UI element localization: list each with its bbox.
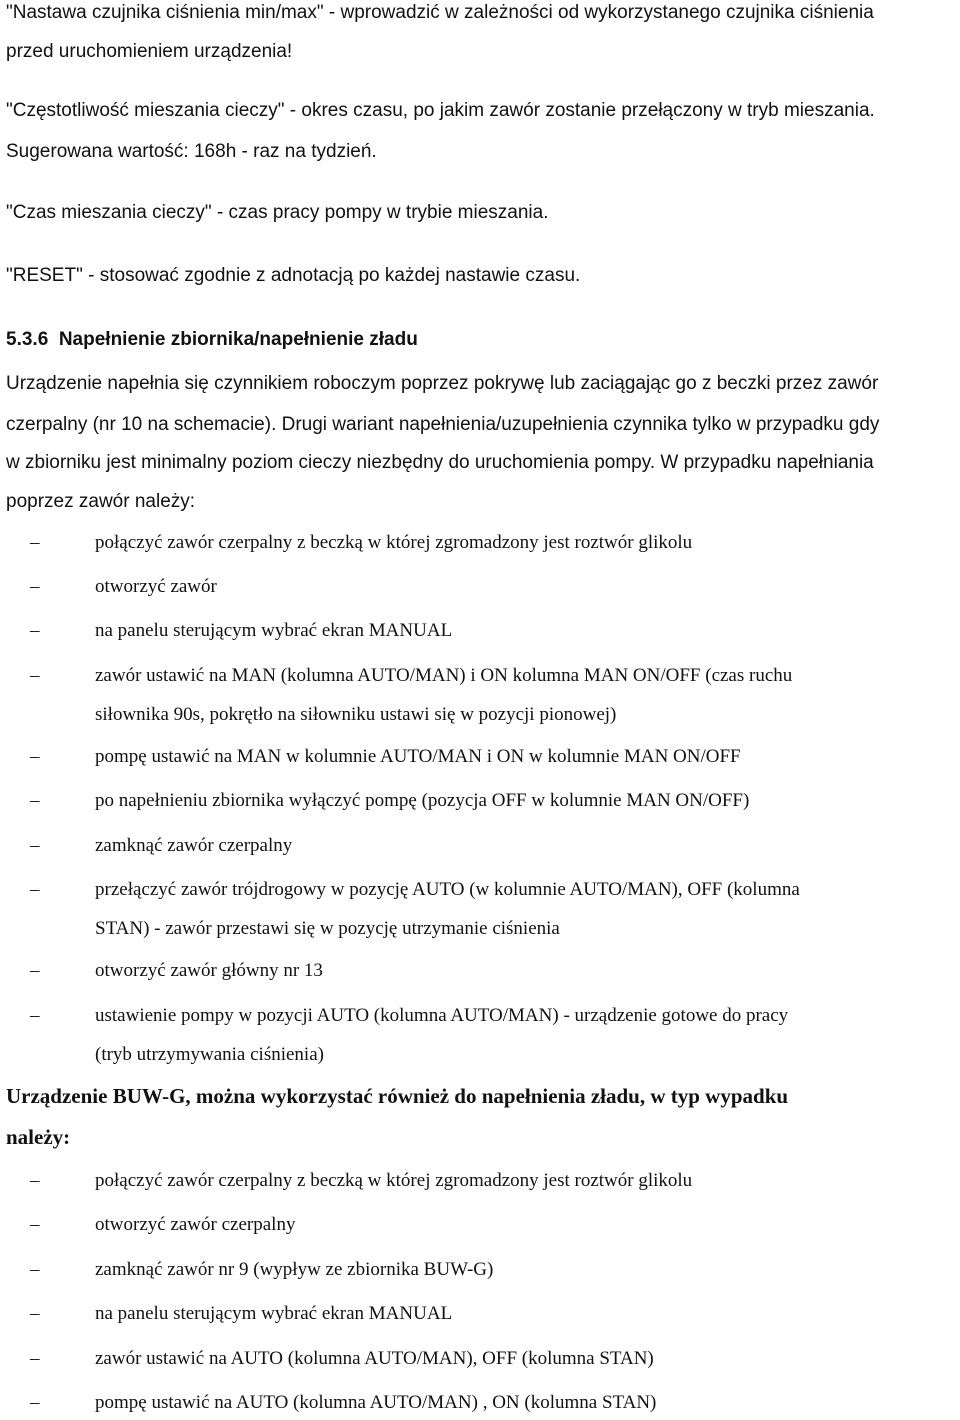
reset-line: "RESET" - stosować zgodnie z adnotacją po każdej nastawie czasu.	[6, 265, 581, 286]
list-dash: –	[30, 1303, 40, 1324]
list-dash: –	[30, 1214, 40, 1235]
list-dash: –	[30, 835, 40, 856]
intro-line-2: przed uruchomieniem urządzenia!	[6, 41, 293, 62]
list-item-continuation: siłownika 90s, pokrętło na siłowniku ustawi się w pozycji pionowej)	[95, 704, 617, 725]
frequency-line-2: Sugerowana wartość: 168h - raz na tydzień.	[6, 141, 377, 162]
list-dash: –	[30, 746, 40, 767]
list-dash: –	[30, 790, 40, 811]
list-dash: –	[30, 576, 40, 597]
mixing-time-line: "Czas mieszania cieczy" - czas pracy pompy w trybie mieszania.	[6, 202, 549, 223]
list-item: otworzyć zawór	[95, 576, 217, 597]
list-dash: –	[30, 532, 40, 553]
paragraph-line-3: w zbiorniku jest minimalny poziom cieczy niezbędny do uruchomienia pompy. W przypadku napełniania	[6, 452, 874, 473]
buw-heading-line-2: należy:	[6, 1125, 71, 1149]
list-dash: –	[30, 1005, 40, 1026]
list-dash: –	[30, 620, 40, 641]
section-title: Napełnienie zbiornika/napełnienie zładu	[58, 329, 418, 350]
intro-line-1: "Nastawa czujnika ciśnienia min/max" - wprowadzić w zależności od wykorzystanego czujnika ciśnienia	[6, 2, 874, 23]
list-item: pompę ustawić na MAN w kolumnie AUTO/MAN i ON w kolumnie MAN ON/OFF	[95, 746, 741, 767]
list-item: zawór ustawić na MAN (kolumna AUTO/MAN) i ON kolumna MAN ON/OFF (czas ruchu	[95, 665, 793, 686]
list-item: zamknąć zawór czerpalny	[95, 835, 293, 856]
list-dash: –	[30, 1392, 40, 1413]
list-item: połączyć zawór czerpalny z beczką w której zgromadzony jest roztwór glikolu	[95, 1170, 693, 1191]
list-item: na panelu sterującym wybrać ekran MANUAL	[95, 620, 453, 641]
list-dash: –	[30, 665, 40, 686]
list-item-continuation: STAN) - zawór przestawi się w pozycję utrzymanie ciśnienia	[95, 918, 560, 939]
list-item: po napełnieniu zbiornika wyłączyć pompę (pozycja OFF w kolumnie MAN ON/OFF)	[95, 790, 750, 811]
paragraph-line-1: Urządzenie napełnia się czynnikiem roboczym poprzez pokrywę lub zaciągając go z beczki przez zawór	[6, 373, 879, 394]
list-item: na panelu sterującym wybrać ekran MANUAL	[95, 1303, 453, 1324]
list-item-continuation: (tryb utrzymywania ciśnienia)	[95, 1044, 324, 1065]
list-item: zamknąć zawór nr 9 (wypływ ze zbiornika BUW-G)	[95, 1259, 494, 1280]
list-dash: –	[30, 879, 40, 900]
list-item: przełączyć zawór trójdrogowy w pozycję AUTO (w kolumnie AUTO/MAN), OFF (kolumna	[95, 879, 800, 900]
buw-heading-line-1: Urządzenie BUW-G, można wykorzystać również do napełnienia zładu, w typ wypadku	[6, 1084, 789, 1108]
section-heading	[6, 329, 418, 351]
list-item: otworzyć zawór czerpalny	[95, 1214, 296, 1235]
paragraph-line-4: poprzez zawór należy:	[6, 491, 196, 512]
list-dash: –	[30, 1348, 40, 1369]
section-number: 5.3.6	[6, 329, 49, 350]
list-dash: –	[30, 1259, 40, 1280]
list-item: ustawienie pompy w pozycji AUTO (kolumna AUTO/MAN) - urządzenie gotowe do pracy	[95, 1005, 789, 1026]
list-item: zawór ustawić na AUTO (kolumna AUTO/MAN), OFF (kolumna STAN)	[95, 1348, 654, 1369]
list-item: otworzyć zawór główny nr 13	[95, 960, 323, 981]
list-item: połączyć zawór czerpalny z beczką w której zgromadzony jest roztwór glikolu	[95, 532, 693, 553]
paragraph-line-2: czerpalny (nr 10 na schemacie). Drugi wariant napełnienia/uzupełnienia czynnika tylko w przypadku gdy	[6, 414, 880, 435]
list-dash: –	[30, 960, 40, 981]
list-item: pompę ustawić na AUTO (kolumna AUTO/MAN) , ON (kolumna STAN)	[95, 1392, 657, 1413]
frequency-line-1: "Częstotliwość mieszania cieczy" - okres czasu, po jakim zawór zostanie przełączony w tryb mieszania.	[6, 100, 875, 121]
list-dash: –	[30, 1170, 40, 1191]
